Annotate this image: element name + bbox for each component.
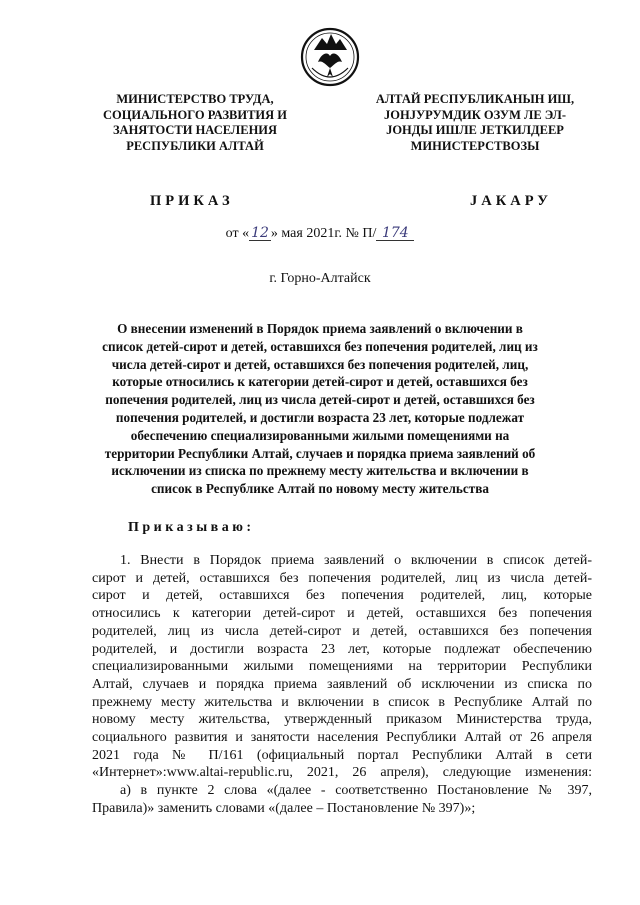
body-line: 1. Внести в Порядок приема заявлений о включении в список детей-	[120, 553, 592, 568]
header-right-line-2: ЈОНЈУРУМДИК ОЗУМ ЛЕ ЭЛ-	[384, 107, 566, 122]
handwritten-order-number: 174	[376, 226, 414, 241]
order-body	[92, 552, 592, 818]
title-line: список в Республике Алтай по новому месту жительства	[151, 481, 489, 497]
order-date-line	[0, 226, 640, 242]
title-line: которые относились к категории детей-сирот и детей, оставшихся без	[112, 374, 528, 390]
header-right-line-4: МИНИСТЕРСТВОЗЫ	[410, 138, 540, 153]
ministry-name-altai	[340, 92, 610, 154]
date-prefix: от «	[225, 226, 250, 241]
body-line: «Интернет»:www.altai-republic.ru, 2021, 26 апреля), следующие изменения:	[92, 765, 592, 781]
body-line: специализированными жилыми помещениями на территории Республики	[92, 659, 592, 675]
ministry-name-russian	[70, 92, 320, 154]
handwritten-day: 12	[251, 225, 269, 241]
altai-emblem-icon	[300, 22, 360, 92]
header-left-line-4: РЕСПУБЛИКИ АЛТАЙ	[126, 138, 264, 153]
body-line: 2021 года № П/161 (официальный портал Республики Алтай в сети	[92, 747, 592, 763]
body-line: родителей, лиц из числа детей-сирот и детей, оставшихся без попечения	[92, 623, 592, 639]
decree-keyword: Приказываю:	[128, 520, 255, 535]
body-line: новому месту жительства, утвержденный приказом Министерства труда,	[92, 712, 592, 728]
header-left-line-3: ЗАНЯТОСТИ НАСЕЛЕНИЯ	[112, 123, 278, 137]
header-left-line-1: МИНИСТЕРСТВО ТРУДА,	[116, 92, 274, 106]
body-line: социального развития и занятости населения Республики Алтай от 26 апреля	[92, 730, 592, 746]
header-right-line-1: АЛТАЙ РЕСПУБЛИКАНЫН ИШ,	[375, 92, 575, 106]
body-line: прежнему месту жительства и включении в список в Республике Алтай по	[92, 694, 592, 710]
body-line: родителей, и достигли возраста 23 лет, которые подлежат обеспечению	[92, 641, 592, 657]
order-heading-altai: ЈАКАРУ	[470, 193, 552, 209]
date-middle: » мая 2021г. № П/	[270, 226, 377, 241]
body-line: сирот и детей, оставшихся без попечения родителей, лиц, которые	[92, 588, 592, 604]
title-line: территории Республики Алтай, случаев и порядка приема заявлений об	[104, 445, 536, 461]
title-line: попечения родителей, и достигли возраста 23 лет, которые подлежат	[115, 409, 525, 425]
title-line: обеспечению специализированными жилыми помещениями на	[130, 427, 510, 443]
header-left-line-2: СОЦИАЛЬНОГО РАЗВИТИЯ И	[102, 107, 288, 122]
body-line: а) в пункте 2 слова «(далее - соответственно Постановление № 397,	[120, 783, 592, 799]
body-line: относились к категории детей-сирот и детей, оставшихся без попечения	[92, 606, 592, 622]
header-right-line-3: ЈОНДЫ ИШЛЕ ЈЕТКИЛДЕЕР	[386, 123, 564, 137]
title-line: список детей-сирот и детей, оставшихся без попечения родителей, лиц из	[102, 338, 538, 354]
body-line: Алтай, случаев и порядка приема заявлений об исключении из списка по	[92, 676, 592, 692]
body-line: Правила)» заменить словами «(далее – Постановление № 397)»;	[92, 800, 476, 816]
city-name: г. Горно-Алтайск	[269, 271, 371, 286]
title-line: числа детей-сирот и детей, оставшихся без попечения родителей, лиц,	[111, 356, 529, 372]
title-line: О внесении изменений в Порядок приема заявлений о включении в	[117, 321, 523, 336]
title-line: исключении из списка по прежнему месту жительства и включении в	[111, 463, 529, 479]
order-heading-russian: ПРИКАЗ	[150, 193, 234, 209]
title-line: попечения родителей, лиц из числа детей-сирот и детей, оставшихся без	[105, 392, 535, 408]
order-title	[90, 320, 550, 498]
body-line: сирот и детей, оставшихся без попечения родителей, лиц из числа детей-	[92, 570, 592, 586]
